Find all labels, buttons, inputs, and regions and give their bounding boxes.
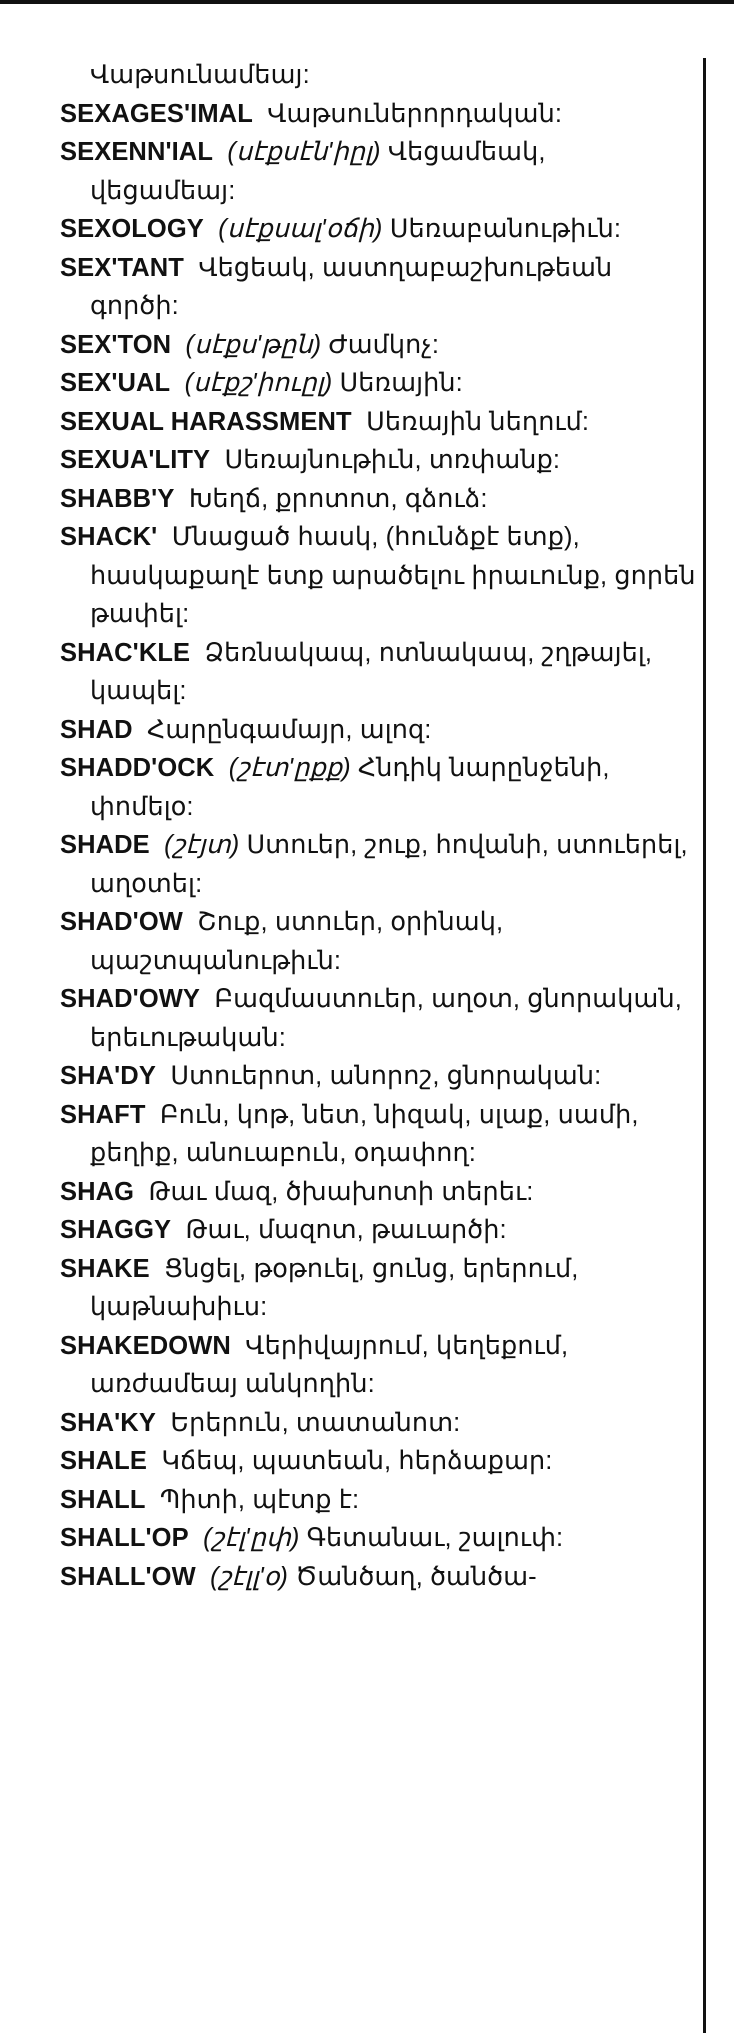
headword: SHAD'OW xyxy=(60,908,183,936)
definition: Մնացած հասկ, (հունձքէ ետք), հասկաքաղէ ետք արածելու իրաւունք, ցորեն թափել: xyxy=(90,523,696,628)
definition: Կճեպ, պատեան, հերձաքար: xyxy=(161,1447,553,1475)
dictionary-entry xyxy=(60,1442,698,1481)
dictionary-entry xyxy=(60,518,698,634)
pronunciation: (շէյտ) xyxy=(164,831,240,859)
headword: SHACK' xyxy=(60,523,158,551)
headword: SHAD'OWY xyxy=(60,985,201,1013)
dictionary-entry xyxy=(60,826,698,903)
definition: Շուք, ստուեր, օրինակ, պաշտպանութիւն: xyxy=(90,908,504,975)
pronunciation: (սէքսալ'օճի) xyxy=(218,215,383,243)
dictionary-entry xyxy=(60,711,698,750)
dictionary-entry xyxy=(60,95,698,134)
headword: SHALE xyxy=(60,1447,147,1475)
definition: Վեցեակ, աստղաբաշխութեան գործի: xyxy=(90,253,613,320)
definition: Թաւ, մազոտ, թաւարծի: xyxy=(185,1216,507,1244)
definition: Վեցամեակ, վեցամեայ: xyxy=(90,138,546,205)
headword: SHALL xyxy=(60,1485,146,1514)
definition: Ցնցել, թօթուել, ցունց, երերում, կաթնախիւս: xyxy=(90,1254,579,1321)
dictionary-entry xyxy=(60,980,698,1057)
headword: SHADE xyxy=(60,831,150,859)
definition: Սեռայնութիւն, տռփանք: xyxy=(224,446,561,474)
definition: Վաթսուներորդական: xyxy=(267,99,563,128)
dictionary-entry xyxy=(60,1481,698,1520)
definition: Բազմաստուեր, աղօտ, ցնորական, երեւութական: xyxy=(90,985,682,1052)
dictionary-entry xyxy=(60,1096,698,1173)
definition: Գետանաւ, շալուփ: xyxy=(306,1524,564,1552)
definition: Սեռային: xyxy=(339,369,463,397)
dictionary-entry xyxy=(60,1519,698,1558)
dictionary-entry xyxy=(60,326,698,365)
definition: Ստուեր, շուք, հովանի, ստուերել, աղօտել: xyxy=(90,831,688,898)
headword: SHABB'Y xyxy=(60,484,175,513)
dictionary-entry xyxy=(60,1250,698,1327)
definition: Ծանծաղ, ծանծա- xyxy=(295,1562,537,1591)
definition: Ստուերոտ, անորոշ, ցնորական: xyxy=(170,1062,602,1090)
dictionary-entry xyxy=(60,1327,698,1404)
definition: Վաթսունամեայ: xyxy=(90,61,310,89)
headword: SHAKEDOWN xyxy=(60,1331,231,1360)
pronunciation: (շէլլ'օ) xyxy=(210,1562,289,1591)
definition: Ժամկոչ: xyxy=(328,330,440,359)
dictionary-entry xyxy=(60,441,698,480)
dictionary-entry xyxy=(60,903,698,980)
definition: Երերուն, տատանոտ: xyxy=(170,1408,461,1437)
pronunciation: (սէքս'թըն) xyxy=(185,330,322,359)
dictionary-column xyxy=(60,56,698,1596)
column-divider xyxy=(703,58,706,2033)
definition: Պիտի, պէտք է: xyxy=(159,1485,360,1514)
headword: SEXOLOGY xyxy=(60,215,204,243)
headword: SHA'KY xyxy=(60,1408,156,1437)
definition: Սեռային նեղում: xyxy=(366,407,590,436)
dictionary-entry xyxy=(60,210,698,249)
dictionary-entry xyxy=(60,403,698,442)
dictionary-entry xyxy=(60,1057,698,1096)
definition: Բուն, կոթ, նետ, նիզակ, սլաք, սամի, քեղիք, անուաբուն, օդափող: xyxy=(90,1100,639,1167)
pronunciation: (սէքշ'իուըլ) xyxy=(184,369,333,397)
definition: Խեղճ, քրոտոտ, գձուձ: xyxy=(188,484,488,513)
headword: SHALL'OW xyxy=(60,1562,196,1591)
headword: SHAFT xyxy=(60,1100,146,1129)
dictionary-entry-continuation xyxy=(60,56,698,95)
definition: Վերիվայրում, կեղեքում, առժամեայ անկողին: xyxy=(90,1331,569,1398)
headword: SEXENN'IAL xyxy=(60,138,214,166)
headword: SEX'UAL xyxy=(60,369,171,397)
headword: SHAC'KLE xyxy=(60,638,191,667)
dictionary-entry xyxy=(60,1211,698,1250)
definition: Սեռաբանութիւն: xyxy=(389,215,622,243)
headword: SEXAGES'IMAL xyxy=(60,99,253,128)
headword: SHAKE xyxy=(60,1254,150,1283)
dictionary-entry xyxy=(60,634,698,711)
definition: Թաւ մազ, ծխախոտի տերեւ: xyxy=(148,1177,534,1206)
headword: SEXUAL HARASSMENT xyxy=(60,407,352,436)
dictionary-entry xyxy=(60,1173,698,1212)
dictionary-entry xyxy=(60,133,698,210)
pronunciation: (սէքսէն'իըլ) xyxy=(227,138,381,166)
dictionary-entry xyxy=(60,480,698,519)
dictionary-entry xyxy=(60,1558,698,1597)
dictionary-entry xyxy=(60,1404,698,1443)
headword: SHADD'OCK xyxy=(60,754,215,782)
headword: SHALL'OP xyxy=(60,1524,189,1552)
headword: SHAG xyxy=(60,1177,135,1206)
definition: Հնդիկ նարընջենի, փոմելօ: xyxy=(90,754,610,821)
pronunciation: (շէտ'ըքք) xyxy=(228,754,351,782)
definition: Հարընգամայր, ալոզ: xyxy=(147,715,432,744)
pronunciation: (շէլ'ըփ) xyxy=(203,1524,300,1552)
headword: SHA'DY xyxy=(60,1062,156,1090)
headword: SEXUA'LITY xyxy=(60,446,211,474)
definition: Ձեռնակապ, ոտնակապ, շղթայել, կապել: xyxy=(90,638,653,705)
top-rule xyxy=(0,0,734,4)
dictionary-entry xyxy=(60,364,698,403)
headword: SEX'TON xyxy=(60,330,172,359)
dictionary-entry xyxy=(60,249,698,326)
headword: SEX'TANT xyxy=(60,253,184,282)
headword: SHAGGY xyxy=(60,1216,172,1244)
dictionary-entry xyxy=(60,749,698,826)
headword: SHAD xyxy=(60,715,133,744)
